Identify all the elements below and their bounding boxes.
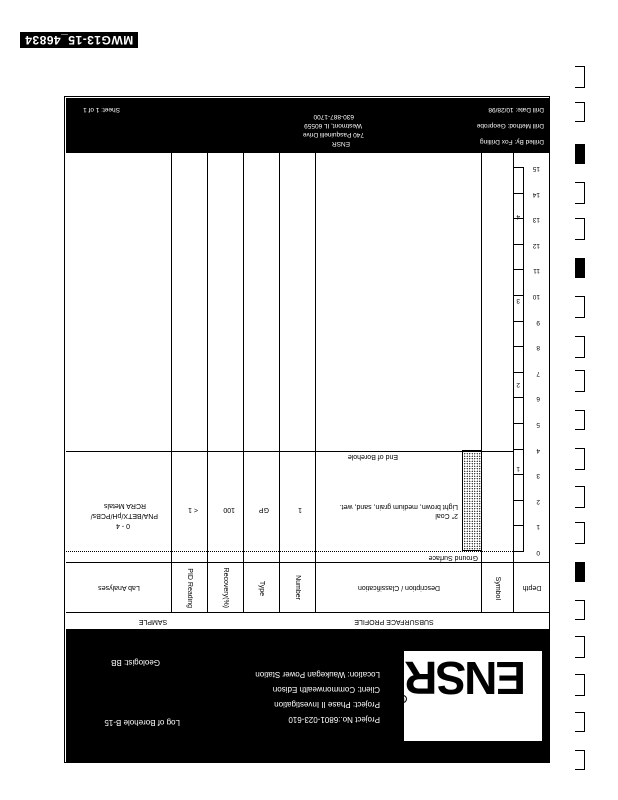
depth-axis-line — [523, 168, 524, 552]
ground-surface-line — [66, 551, 514, 552]
binder-mark — [575, 522, 585, 544]
footer-company: ENSR — [331, 140, 350, 147]
grid-line — [66, 451, 514, 452]
footer-address2: Westmont, IL 60559 — [304, 122, 362, 129]
depth-tick-label: 12 — [532, 241, 540, 249]
log-title: Log of Borehole B-15 — [104, 718, 180, 727]
binder-mark — [575, 636, 585, 658]
recovery-header — [207, 563, 244, 613]
lab-analyses: PNA/BETX/pH/PCBs/ — [90, 512, 158, 519]
sample-number: 1 — [298, 506, 302, 513]
binder-mark — [575, 296, 585, 318]
depth-tick-label: 9 — [536, 318, 540, 326]
depth-tick-label: 2 — [536, 497, 540, 505]
binder-mark — [575, 600, 585, 620]
document-stamp: MWG13-15_46834 — [20, 32, 138, 48]
binder-mark — [575, 410, 585, 430]
profile-label: SUBSURFACE PROFILE — [354, 618, 434, 625]
binder-mark — [575, 674, 585, 696]
depth-tick-label: 8 — [536, 344, 540, 352]
number-label: Number — [294, 575, 302, 601]
depth-tick-label: 1 — [536, 523, 540, 531]
lab-label: Lab Analyses — [98, 584, 140, 592]
registered-mark-icon: ® — [399, 695, 407, 703]
depth-header — [513, 563, 550, 613]
grid-line — [207, 153, 208, 613]
location-name: Location: Waukegan Power Station — [255, 670, 380, 679]
grid-line — [171, 153, 172, 613]
layer-sand: Light brown, medium grain, sand, wet. — [339, 503, 458, 510]
binder-mark — [575, 182, 585, 204]
depth-tick-label: 0 — [536, 549, 540, 556]
binder-mark — [575, 218, 585, 240]
sheet-number: Sheet: 1 of 1 — [83, 106, 120, 113]
depth-tick-label: 4 — [536, 446, 540, 454]
lab-depth-range: 0 - 4 — [115, 522, 130, 529]
log-header — [66, 629, 550, 763]
ensr-logo: ENSR — [406, 652, 526, 704]
grid-line — [66, 562, 550, 563]
ground-surface: Ground Surface — [428, 554, 478, 561]
grid-line — [243, 153, 244, 613]
grid-line — [513, 153, 514, 613]
pid-label: PID Reading — [186, 568, 194, 608]
depth-tick-label: 3 — [536, 472, 540, 480]
project-number: Project No.:6801-023-610 — [288, 715, 380, 724]
symbol-header — [481, 563, 514, 613]
depth-tick-label: 6 — [536, 395, 540, 403]
binder-mark — [575, 258, 585, 278]
logo-box — [401, 651, 542, 741]
footer-address1: 740 Pasquinelli Drive — [302, 131, 364, 138]
header-project-lines — [255, 667, 380, 727]
binder-mark — [575, 486, 585, 508]
end-of-borehole: End of Borehole — [347, 453, 398, 460]
binder-mark — [575, 66, 585, 88]
geologist: Geologist: BB — [111, 658, 160, 667]
binder-mark — [575, 562, 585, 582]
grid-line — [66, 612, 550, 613]
number-header — [279, 563, 316, 613]
layer-coal: 2" Coal — [435, 512, 458, 519]
meter-tick-label: 1 — [516, 465, 520, 473]
binder-mark — [575, 144, 585, 164]
sample-type: GP — [258, 506, 269, 513]
meter-tick-label: 2 — [516, 381, 520, 389]
lab-metals: RCRA Metals — [103, 502, 146, 509]
footer-phone: 630-887-1700 — [313, 113, 354, 120]
binder-mark — [575, 370, 585, 392]
type-header — [243, 563, 280, 613]
depth-tick-label: 11 — [533, 267, 540, 275]
binder-mark — [575, 448, 585, 470]
depth-tick-label: 7 — [536, 369, 540, 377]
description-label: Description / Classification — [357, 584, 441, 592]
grid-line — [315, 153, 316, 613]
depth-tick-label: 13 — [532, 216, 540, 224]
depth-tick-label: 15 — [532, 165, 540, 172]
binder-mark — [575, 336, 585, 358]
soil-symbol-hatch — [462, 450, 482, 551]
drill-date: Drill Date: 10/28/98 — [488, 106, 544, 113]
binder-mark — [575, 102, 585, 122]
lab-header — [66, 563, 172, 613]
binder-mark — [575, 712, 585, 732]
binder-mark — [575, 750, 585, 770]
meter-tick-label: 3 — [516, 297, 520, 305]
recovery-label: Recovery(%) — [222, 567, 230, 609]
borehole-log-sheet — [64, 96, 550, 763]
client-name: Client: Commonwealth Edison — [272, 685, 380, 694]
meter-tick-label: 4 — [516, 213, 520, 221]
pid-header — [171, 563, 208, 613]
type-label: Type — [258, 580, 266, 596]
depth-label: Depth — [522, 584, 542, 592]
sample-title: SAMPLE — [138, 618, 168, 625]
depth-tick-label: 14 — [532, 190, 540, 198]
project-name: Project: Phase II Investigation — [274, 700, 380, 709]
log-footer — [66, 98, 550, 153]
grid-line — [279, 153, 280, 613]
symbol-label: Symbol — [494, 576, 502, 600]
description-header — [315, 563, 482, 613]
drill-method: Drill Method: Geoprobe — [476, 122, 544, 129]
sample-pid: < 1 — [188, 506, 198, 513]
drilled-by: Drilled By: Fox Drilling — [480, 138, 544, 145]
sample-recovery: 100 — [223, 506, 235, 513]
depth-tick-label: 10 — [532, 293, 540, 300]
depth-tick-label: 5 — [536, 421, 540, 428]
